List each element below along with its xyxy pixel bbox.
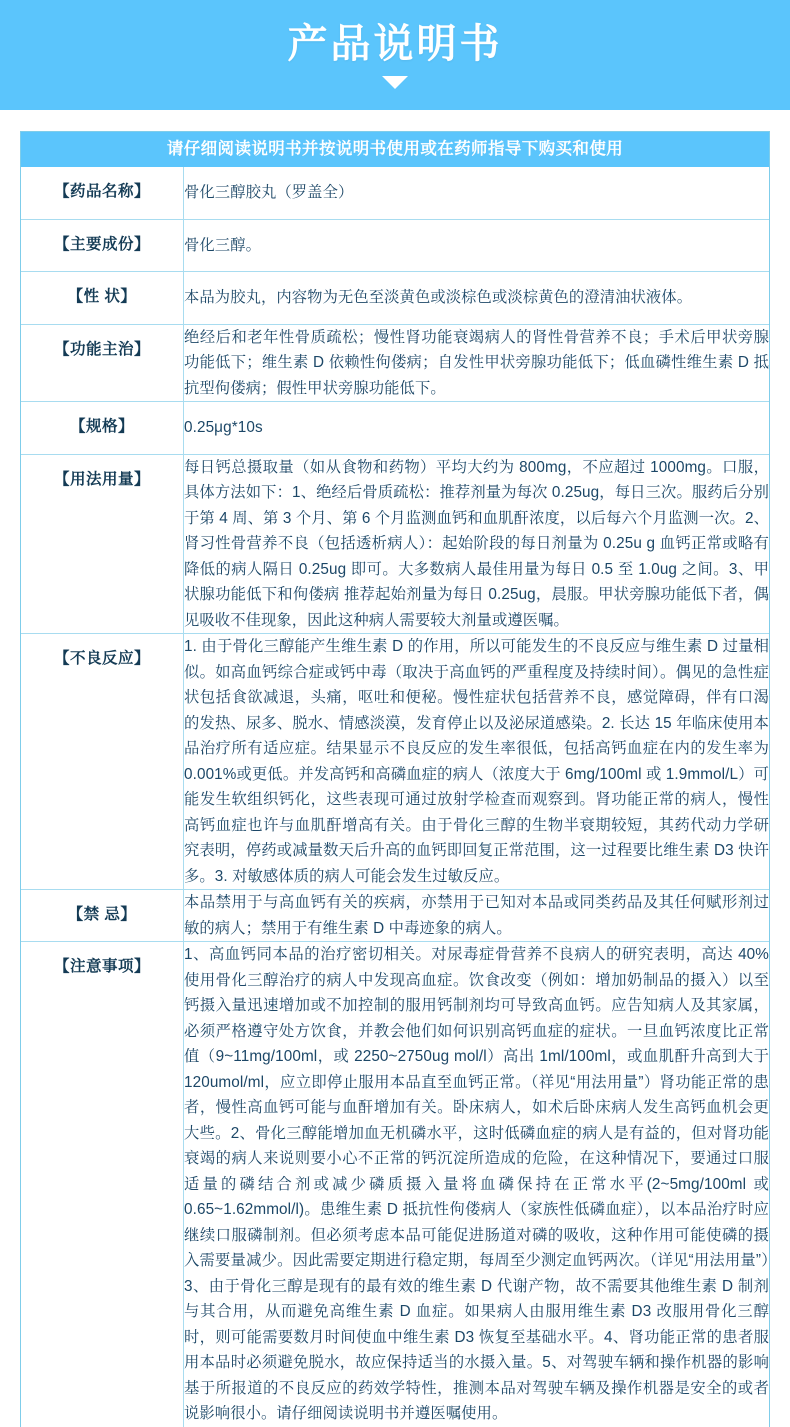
row-label: 【药品名称】 [21,167,184,219]
row-value: 本品禁用于与高血钙有关的疾病，亦禁用于已知对本品或同类药品及其任何赋形剂过敏的病人；禁用于有维生素 D 中毒迹象的病人。 [184,890,770,942]
row-label: 【主要成份】 [21,219,184,272]
row-value: 1. 由于骨化三醇能产生维生素 D 的作用，所以可能发生的不良反应与维生素 D 过量相似。如高血钙综合症或钙中毒（取决于高血钙的严重程度及持续时间）。偶见的急性症状包括食欲减退，头痛，呕吐和便秘。慢性症状包括营养不良，感觉障碍，伴有口渴的发热、尿多、脱水、情感淡漠，发育停止以及泌尿道感染。2. 长达 15 年临床使用本品治疗所有适应症。结果显示不良反应的发生率很低，包括高钙血症在内的发生率为 0.001%或更低。并发高钙和高磷血症的病人（浓度大于 6mg/100ml 或 1.9mmol/L）可能发生软组织钙化，这些表现可通过放射学检查而观察到。肾功能正常的病人，慢性高钙血症也许与血肌酐增高有关。由于骨化三醇的生物半衰期较短，其药代动力学研究表明，停药或减量数天后升高的血钙即回复正常范围，这一过程要比维生素 D3 快许多。3. 对敏感体质的病人可能会发生过敏反应。 [184,634,770,890]
specification-table [21,167,769,1427]
table-row [21,942,769,1427]
page-title: 产品说明书 [287,22,503,66]
row-value: 骨化三醇胶丸（罗盖全） [184,184,354,201]
row-label: 【用法用量】 [21,454,184,634]
table-row [21,272,769,325]
table-row [21,454,769,634]
table-row [21,634,769,890]
row-value: 绝经后和老年性骨质疏松；慢性肾功能衰竭病人的肾性骨营养不良；手术后甲状旁腺功能低下；维生素 D 依赖性佝偻病；自发性甲状旁腺功能低下；低血磷性维生素 D 抵抗型佝偻病；假性甲状旁腺功能低下。 [184,324,770,402]
caret-down-icon [382,76,408,89]
specification-table-body [21,167,769,1427]
table-row [21,890,769,942]
banner-spacer [0,110,790,131]
row-label: 【性 状】 [21,272,184,325]
row-value: 1、高血钙同本品的治疗密切相关。对尿毒症骨营养不良病人的研究表明，高达 40% 使用骨化三醇治疗的病人中发现高血症。饮食改变（例如：增加奶制品的摄入）以至钙摄入量迅速增加或不加控制的服用钙制剂均可导致高血钙。应告知病人及其家属，必须严格遵守处方饮食，并教会他们如何识别高钙血症的症状。一旦血钙浓度比正常值（9~11mg/100ml，或 2250~2750ug mol/l）高出 1ml/100ml，或血肌酐升高到大于 120umol/ml，应立即停止服用本品直至血钙正常。（祥见“用法用量”）肾功能正常的患者，慢性高血钙可能与血酐增加有关。卧床病人，如术后卧床病人发生高钙血机会更大些。2、骨化三醇能增加血无机磷水平，这时低磷血症的病人是有益的，但对肾功能衰竭的病人来说则要小心不正常的钙沉淀所造成的危险，在这种情况下，要通过口服适量的磷结合剂或减少磷质摄入量将血磷保持在正常水平(2~5mg/100ml 或 0.65~1.62mmol/l)。患维生素 D 抵抗性佝偻病人（家族性低磷血症），以本品治疗时应继续口服磷制剂。但必须考虑本品可能促进肠道对磷的吸收，这种作用可能使磷的摄入需要量减少。因此需要定期进行稳定期，每周至少测定血钙两次。（详见“用法用量”）3、由于骨化三醇是现有的最有效的维生素 D 代谢产物，故不需要其他维生素 D 制剂与其合用，从而避免高维生素 D 血症。如果病人由服用维生素 D3 改服用骨化三醇时，则可能需要数月时间使血中维生素 D3 恢复至基础水平。4、肾功能正常的患者服用本品时必须避免脱水，故应保持适当的水摄入量。5、对驾驶车辆和操作机器的影响基于所报道的不良反应的药效学特性，推测本品对驾驶车辆及操作机器是安全的或者说影响很小。请仔细阅读说明书并遵医嘱使用。 [184,942,770,1427]
row-value: 每日钙总摄取量（如从食物和药物）平均大约为 800mg，不应超过 1000mg。口服，具体方法如下：1、绝经后骨质疏松：推荐剂量为每次 0.25ug，每日三次。服药后分别于第 4 周、第 3 个月、第 6 个月监测血钙和血肌酐浓度，以后每六个月监测一次。2、肾习性骨营养不良（包括透析病人）：起始阶段的每日剂量为 0.25u g 血钙正常或略有降低的病人隔日 0.25ug 即可。大多数病人最佳用量为每日 0.5 至 1.0ug 之间。3、甲状腺功能低下和佝偻病 推荐起始剂量为每日 0.25ug，晨服。甲状旁腺功能低下者，偶见吸收不佳现象，因此这种病人需要较大剂量或遵医嘱。 [184,454,770,634]
row-label: 【规格】 [21,402,184,455]
row-label: 【注意事项】 [21,942,184,1427]
row-value: 骨化三醇。 [184,219,770,272]
row-label: 【禁 忌】 [21,890,184,942]
row-value: 0.25μg*10s [184,402,770,455]
instruction-sheet [20,131,770,1427]
page-banner [0,0,790,110]
row-label: 【功能主治】 [21,324,184,402]
table-row [21,324,769,402]
row-value: 本品为胶丸，内容物为无色至淡黄色或淡棕色或淡棕黄色的澄清油状液体。 [184,272,770,325]
table-row [21,167,769,219]
table-row [21,219,769,272]
row-label: 【不良反应】 [21,634,184,890]
sheet-notice-header: 请仔细阅读说明书并按说明书使用或在药师指导下购买和使用 [21,132,769,167]
table-row [21,402,769,455]
